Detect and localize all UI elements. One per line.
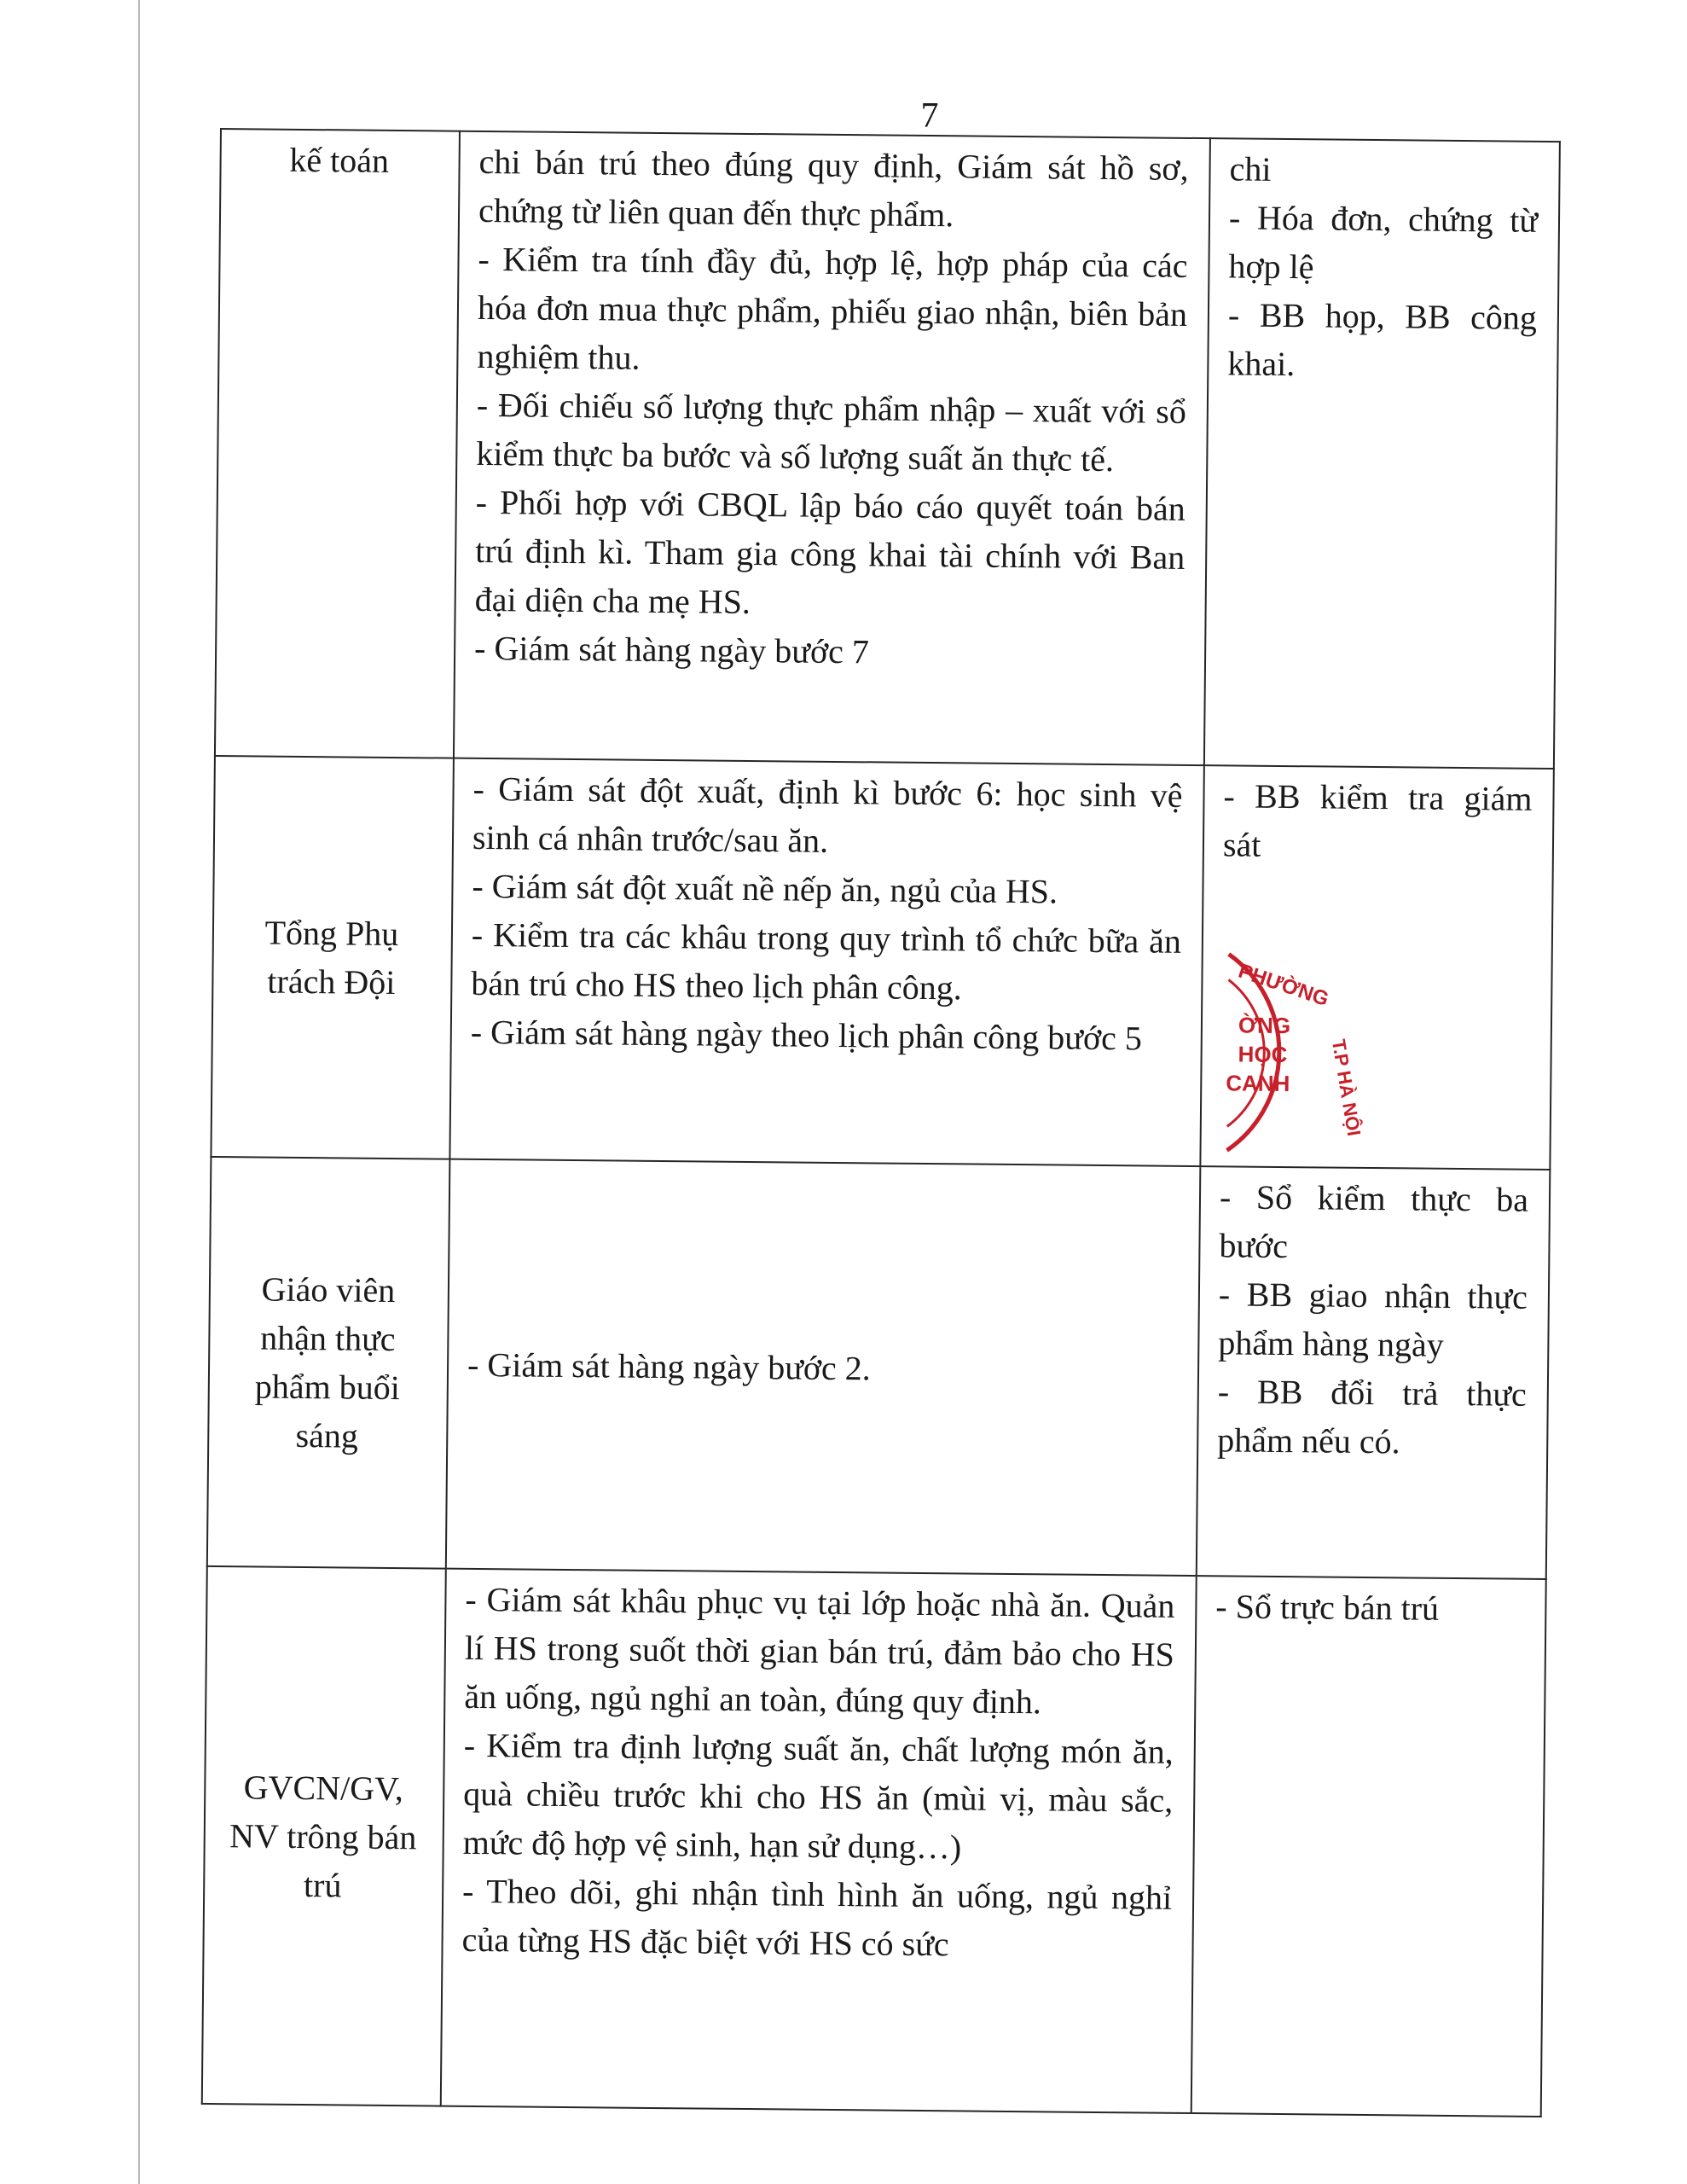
- document-cell: [1197, 1166, 1551, 1579]
- task-line: - Kiểm tra định lượng suất ăn, chất lượng món ăn, quà chiều trước khi cho HS ăn (mùi vị, màu sắc, mức độ hợp vệ sinh, hạn sử dụng…): [462, 1725, 1174, 1867]
- task-line: - Phối hợp với CBQL lập báo cáo quyết toán bán trú định kì. Tham gia công khai tài chính với Ban đại diện cha mẹ HS.: [474, 482, 1186, 621]
- task-line: - Giám sát đột xuất nề nếp ăn, ngủ của HS.: [472, 866, 1058, 911]
- table-row: [211, 756, 1553, 1170]
- official-seal-stamp: [1218, 937, 1365, 1169]
- seal-line-3: CANH: [1226, 1070, 1290, 1097]
- role-text: Giáo viên nhận thực phẩm buổi sáng: [254, 1269, 401, 1455]
- task-cell: [449, 758, 1203, 1166]
- role-cell: [202, 1566, 446, 2106]
- role-text: Tổng Phụ trách Đội: [264, 913, 399, 1002]
- document-line: chi: [1229, 149, 1272, 189]
- task-line: - Giám sát hàng ngày bước 7: [473, 628, 870, 671]
- role-text: GVCN/GV, NV trông bán trú: [229, 1767, 417, 1904]
- document-cell: [1200, 765, 1553, 1170]
- document-cell: [1191, 1576, 1546, 2117]
- role-cell: [215, 129, 460, 758]
- document-line: - Sổ kiểm thực ba bước: [1219, 1177, 1529, 1266]
- document-line: - BB giao nhận thực phẩm hàng ngày: [1218, 1275, 1528, 1364]
- task-line: chi bán trú theo đúng quy định, Giám sát hồ sơ, chứng từ liên quan đến thực phẩm.: [478, 142, 1189, 235]
- role-cell: [207, 1157, 450, 1569]
- supervision-table: [201, 128, 1561, 2117]
- document-line: - Sổ trực bán trú: [1215, 1587, 1440, 1628]
- table-row: [207, 1157, 1551, 1579]
- task-line: - Giám sát hàng ngày theo lịch phân công bước 5: [470, 1012, 1143, 1058]
- seal-text-top: PHƯỜNG: [1235, 959, 1332, 1012]
- task-line: - Kiểm tra các khâu trong quy trình tổ chức bữa ăn bán trú cho HS theo lịch phân công.: [471, 915, 1182, 1008]
- task-line: - Đối chiếu số lượng thực phẩm nhập – xuất với sổ kiểm thực ba bước và số lượng suất ăn thực tế.: [476, 385, 1187, 479]
- seal-line-2: HỌC: [1238, 1041, 1288, 1068]
- task-line: - Giám sát đột xuất, định kì bước 6: học sinh vệ sinh cá nhân trước/sau ăn.: [472, 769, 1183, 860]
- task-cell: [454, 131, 1210, 765]
- document-line: - Hóa đơn, chứng từ hợp lệ: [1228, 198, 1539, 287]
- document-line: - BB đổi trả thực phẩm nếu có.: [1217, 1372, 1528, 1461]
- role-text: kế toán: [289, 140, 390, 180]
- page-margin-line: [138, 0, 140, 2184]
- table-row: [202, 1566, 1546, 2117]
- role-cell: [211, 756, 453, 1159]
- document-line: - BB kiểm tra giám sát: [1222, 776, 1533, 864]
- seal-line-1: ỜNG: [1238, 1012, 1291, 1039]
- table-row: [215, 129, 1560, 769]
- task-line: - Giám sát khâu phục vụ tại lớp hoặc nhà ăn. Quản lí HS trong suốt thời gian bán trú, đảm bảo cho HS ăn uống, ngủ nghỉ an toàn, đúng quy định.: [464, 1579, 1175, 1722]
- task-line: - Kiểm tra tính đầy đủ, hợp lệ, hợp pháp của các hóa đơn mua thực phẩm, phiếu giao nhận, biên bản nghiệm thu.: [477, 239, 1188, 377]
- document-line: - BB họp, BB công khai.: [1227, 295, 1538, 384]
- task-cell: [446, 1159, 1201, 1576]
- task-cell: [441, 1569, 1197, 2113]
- seal-graphic: [1218, 937, 1365, 1169]
- seal-text-right: T.P HÀ NỘI: [1327, 1037, 1365, 1138]
- page-number: 7: [920, 96, 939, 136]
- task-line: - Giám sát hàng ngày bước 2.: [467, 1345, 872, 1387]
- document-cell: [1204, 138, 1560, 769]
- task-line: - Theo dõi, ghi nhận tình hình ăn uống, ngủ nghỉ của từng HS đặc biệt với HS có sức: [461, 1871, 1173, 1964]
